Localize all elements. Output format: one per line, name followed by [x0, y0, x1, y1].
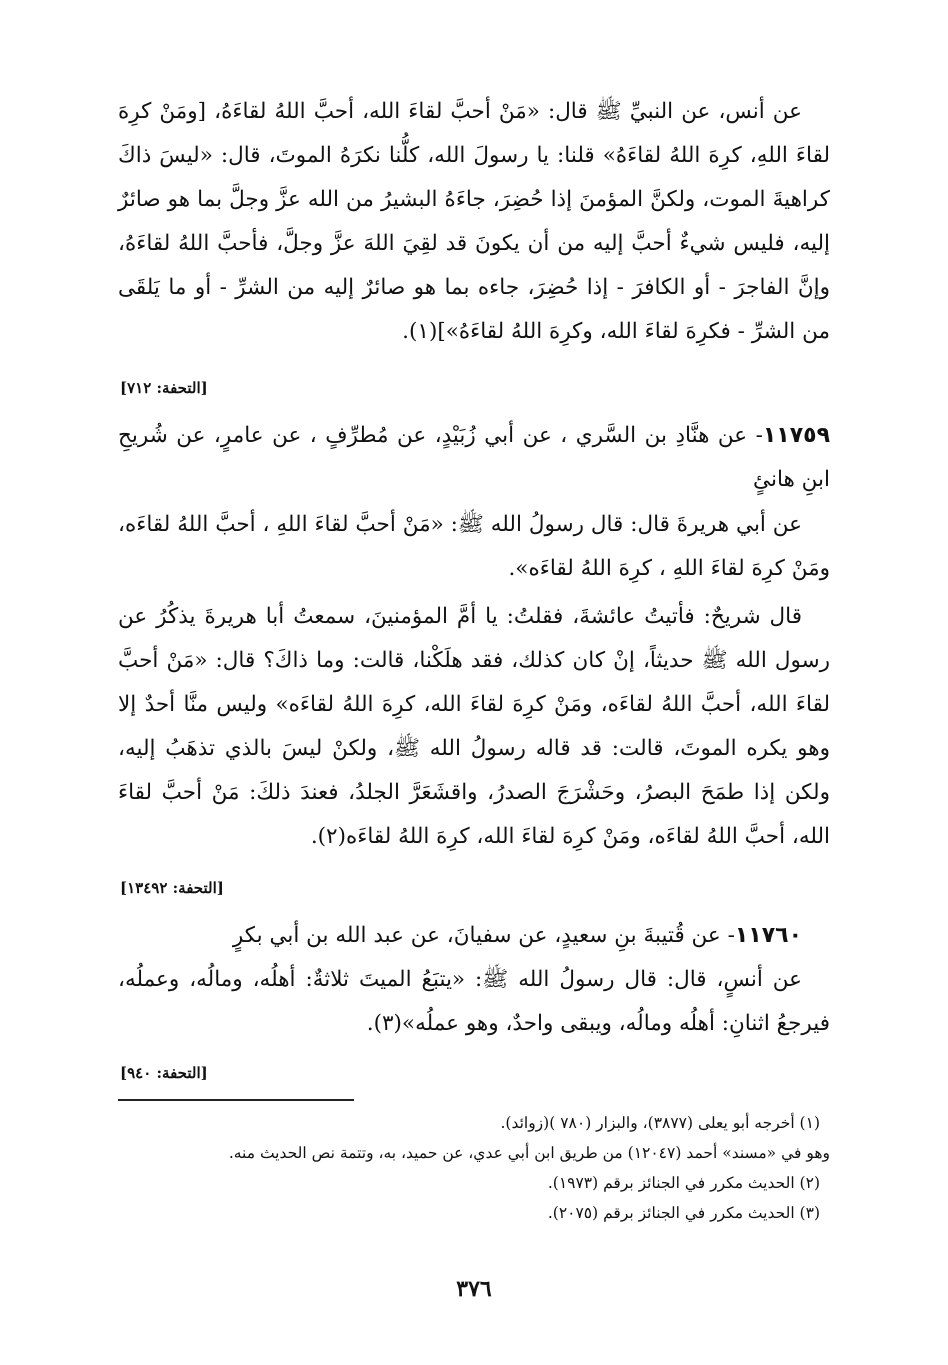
tuhfa-ref-1760: [التحفة: ٩٤٠] — [120, 1064, 208, 1082]
footnote-1-continuation: وهو في «مسند» أحمد (١٢٠٤٧) من طريق ابن أبي عدي، عن حميد، به، وتتمة نص الحديث منه. — [228, 1144, 830, 1162]
hadith-1759-number: ١١٧٥٩ — [762, 423, 830, 448]
tuhfa-ref-1759-row — [0, 878, 948, 898]
footnote-1: (١) أخرجه أبو يعلى (٣٨٧٧)، والبزار (٧٨٠ )(زوائد). — [500, 1114, 820, 1132]
hadith-1759-paragraph-1: عن أبي هريرةَ قال: قال رسولُ الله ﷺ: «مَنْ أحبَّ لقاءَ اللهِ ، أحبَّ اللهُ لقاءَه، ومَنْ كرِهَ لقاءَ اللهِ ، كرِهَ اللهُ لقاءَه». — [118, 512, 830, 581]
page-number: ٣٧٦ — [456, 1276, 492, 1302]
tuhfa-ref-1759: [التحفة: ١٣٤٩٢] — [120, 879, 224, 897]
tuhfa-ref-1758-row — [0, 378, 948, 398]
hadith-1759-paragraph-2: قال شريحٌ: فأتيتُ عائشةَ، فقلتُ: يا أمَّ المؤمنينَ، سمعتُ أبا هريرةَ يذكُرُ عن رسول الله ﷺ حديثاً، إنْ كان كذلك، فقد هلَكْنا، قالت: وما ذاكَ؟ قال: «مَنْ أحبَّ لقاءَ الله، أحبَّ اللهُ لقاءَه، ومَنْ كرِهَ لقاءَ الله، كرِهَ اللهُ لقاءَه» وليس منَّا أحدٌ إلا وهو يكره الموتَ، قالت: قد قاله رسولُ الله ﷺ، ولكنْ ليسَ بالذي تذهَبُ إليه، ولكن إذا طمَحَ البصرُ، وحَشْرَجَ الصدرُ، واقشَعَرَّ الجلدُ، فعندَ ذلكَ: مَنْ أحبَّ لقاءَ الله، أحبَّ اللهُ لقاءَه، ومَنْ كرِهَ لقاءَ الله، كرِهَ اللهُ لقاءَه(٢). — [118, 604, 830, 849]
footnote-2: (٢) الحديث مكرر في الجنائز برقم (١٩٧٣). — [547, 1174, 820, 1192]
hadith-1760-paragraph-1: عن أنسٍ، قال: قال رسولُ الله ﷺ: «يتبَعُ الميتَ ثلاثةٌ: أهلُه، ومالُه، وعملُه، فيرجعُ اثنانِ: أهلُه ومالُه، ويبقى واحدٌ، وهو عملُه»(٣). — [118, 967, 830, 1036]
footnote-3: (٣) الحديث مكرر في الجنائز برقم (٢٠٧٥). — [547, 1204, 820, 1222]
hadith-1760-header — [118, 914, 830, 958]
hadith-1758-paragraph: عن أنس، عن النبيِّ ﷺ قال: «مَنْ أحبَّ لقاءَ الله، أحبَّ اللهُ لقاءَهُ، [ومَنْ كرِهَ لقاءَ اللهِ، كرِهَ اللهُ لقاءَهُ» قلنا: يا رسولَ الله، كلُّنا نكرَهُ الموتَ، قال: «ليسَ ذاكَ كراهيةَ الموت، ولكنَّ المؤمنَ إذا حُضِرَ، جاءَهُ البشيرُ من الله عزَّ وجلَّ بما هو صائرٌ إليه، فليس شيءٌ أحبَّ إليه من أن يكونَ قد لقِيَ اللهَ عزَّ وجلَّ، فأحبَّ اللهُ لقاءَهُ، وإنَّ الفاجرَ - أو الكافرَ - إذا حُضِرَ، جاءه بما هو صائرٌ إليه من الشرِّ - أو ما يَلقَى من الشرِّ - فكرِهَ لقاءَ الله، وكرِهَ اللهُ لقاءَهُ»](١). — [118, 99, 830, 344]
footnote-separator — [118, 1099, 354, 1101]
hadith-1759-matn-block — [118, 503, 830, 859]
tuhfa-ref-1760-row — [0, 1063, 948, 1083]
tuhfa-ref-1758: [التحفة: ٧١٢] — [120, 379, 208, 397]
hadith-1760-number: ١١٧٦٠ — [734, 923, 802, 948]
hadith-1759-isnad: - عن هنَّادِ بن السَّري ، عن أبي زُبَيْدٍ، عن مُطرِّفٍ ، عن عامرٍ، عن شُريحِ ابنِ هانئٍ — [118, 423, 830, 492]
hadith-1760-isnad: - عن قُتيبةَ بنِ سعيدٍ، عن سفيانَ، عن عبد الله بن أبي بكرٍ — [232, 923, 735, 948]
hadith-1760-matn-block — [118, 958, 830, 1046]
hadith-1758-text-block — [118, 90, 830, 354]
footnotes — [118, 1108, 830, 1228]
hadith-1759-header — [118, 414, 830, 502]
